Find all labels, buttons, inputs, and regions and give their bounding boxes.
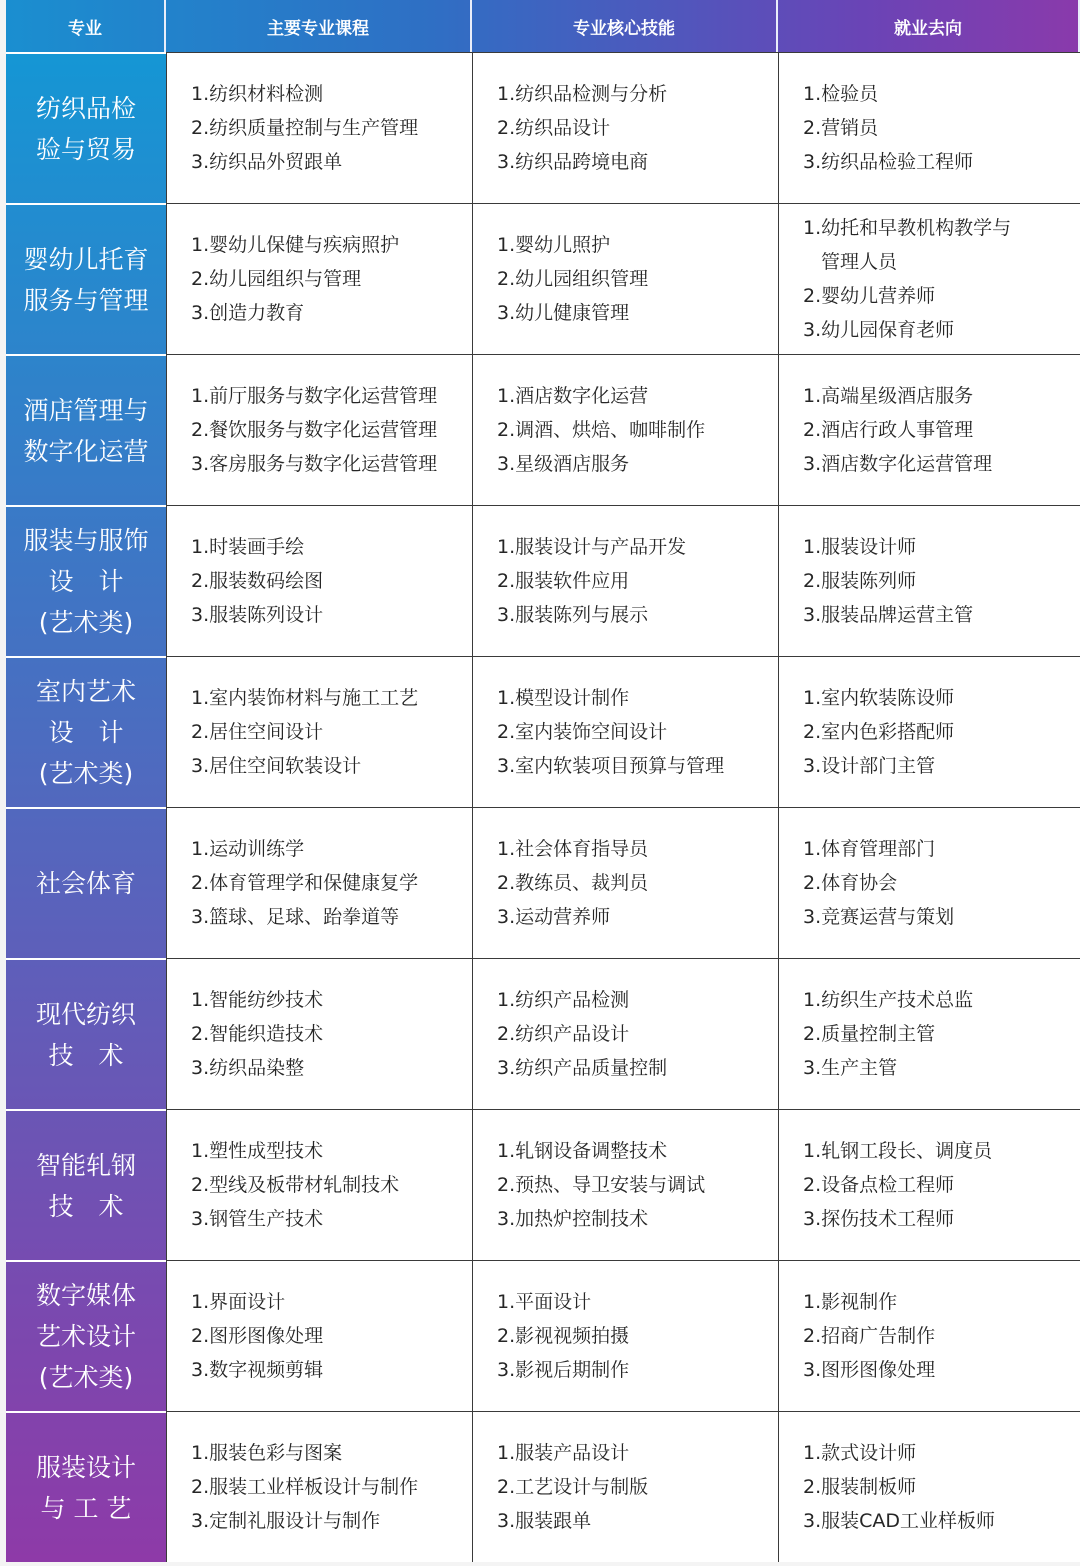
list-item: 2.酒店行政人事管理 [803, 419, 974, 441]
list-item: 3.服装陈列与展示 [497, 604, 649, 626]
list-item: 1.纺织产品检测 [497, 989, 630, 1011]
major-name: 数字媒体 艺术设计 (艺术类) [6, 1260, 166, 1411]
skills-cell [472, 1109, 778, 1260]
list-item: 2.服装陈列师 [803, 570, 917, 592]
list-item: 3.纺织品染整 [191, 1057, 305, 1079]
list-item: 2.幼儿园组织与管理 [191, 268, 362, 290]
list-item: 2.幼儿园组织管理 [497, 268, 649, 290]
careers-cell [778, 1109, 1080, 1260]
list-item: 1.社会体育指导员 [497, 838, 649, 860]
header-major: 专业 [6, 0, 166, 52]
major-name: 室内艺术 设 计 (艺术类) [6, 656, 166, 807]
list-item: 2.纺织品设计 [497, 117, 611, 139]
list-item: 3.服装品牌运营主管 [803, 604, 974, 626]
skills-cell [472, 1411, 778, 1562]
list-item: 2.预热、导卫安装与调试 [497, 1174, 706, 1196]
list-item: 3.设计部门主管 [803, 755, 936, 777]
major-name: 现代纺织 技 术 [6, 958, 166, 1109]
courses-cell [166, 203, 472, 354]
list-item: 3.服装跟单 [497, 1510, 592, 1532]
major-name: 智能轧钢 技 术 [6, 1109, 166, 1260]
courses-cell [166, 656, 472, 807]
careers-cell [778, 52, 1080, 203]
skills-cell [472, 52, 778, 203]
list-item: 1.服装设计与产品开发 [497, 536, 687, 558]
list-item: 3.纺织品外贸跟单 [191, 151, 343, 173]
list-item: 1.模型设计制作 [497, 687, 630, 709]
major-name: 纺织品检 验与贸易 [6, 52, 166, 203]
list-item: 2.室内色彩搭配师 [803, 721, 955, 743]
major-name: 社会体育 [6, 807, 166, 958]
list-item: 3.星级酒店服务 [497, 453, 630, 475]
list-item: 1.智能纺纱技术 [191, 989, 324, 1011]
list-item: 3.客房服务与数字化运营管理 [191, 453, 438, 475]
list-item: 2.服装数码绘图 [191, 570, 324, 592]
list-item: 2.影视视频拍摄 [497, 1325, 630, 1347]
list-item: 1.款式设计师 [803, 1442, 917, 1464]
list-item: 2.设备点检工程师 [803, 1174, 955, 1196]
list-item: 1.室内装饰材料与施工工艺 [191, 687, 419, 709]
list-item: 1.婴幼儿照护 [497, 234, 611, 256]
list-item: 3.生产主管 [803, 1057, 898, 1079]
list-item: 1.界面设计 [191, 1291, 286, 1313]
courses-cell [166, 807, 472, 958]
header-courses: 主要专业课程 [166, 0, 472, 52]
list-item: 3.纺织产品质量控制 [497, 1057, 668, 1079]
list-item: 2.图形图像处理 [191, 1325, 324, 1347]
list-item: 1.幼托和早教机构教学与 [803, 217, 1012, 239]
list-item: 3.服装陈列设计 [191, 604, 324, 626]
list-item: 1.纺织品检测与分析 [497, 83, 668, 105]
list-item: 2.型线及板带材轧制技术 [191, 1174, 400, 1196]
majors-table [6, 0, 1080, 1562]
skills-cell [472, 958, 778, 1109]
list-item: 3.酒店数字化运营管理 [803, 453, 993, 475]
skills-cell [472, 505, 778, 656]
list-item: 3.服装CAD工业样板师 [803, 1510, 996, 1532]
careers-cell [778, 203, 1080, 354]
list-item: 管理人员 [821, 251, 898, 273]
list-item: 3.纺织品跨境电商 [497, 151, 649, 173]
list-item: 3.竞赛运营与策划 [803, 906, 955, 928]
list-item: 3.加热炉控制技术 [497, 1208, 649, 1230]
skills-cell [472, 656, 778, 807]
careers-cell [778, 958, 1080, 1109]
list-item: 1.影视制作 [803, 1291, 898, 1313]
careers-cell [778, 656, 1080, 807]
list-item: 1.酒店数字化运营 [497, 385, 649, 407]
careers-cell [778, 505, 1080, 656]
list-item: 1.纺织生产技术总监 [803, 989, 974, 1011]
list-item: 1.运动训练学 [191, 838, 305, 860]
careers-cell [778, 807, 1080, 958]
list-item: 2.纺织质量控制与生产管理 [191, 117, 419, 139]
major-name: 酒店管理与 数字化运营 [6, 354, 166, 505]
list-item: 2.服装制板师 [803, 1476, 917, 1498]
skills-cell [472, 203, 778, 354]
list-item: 1.纺织材料检测 [191, 83, 324, 105]
header-careers: 就业去向 [778, 0, 1080, 52]
list-item: 2.餐饮服务与数字化运营管理 [191, 419, 438, 441]
list-item: 3.幼儿园保育老师 [803, 319, 955, 341]
list-item: 2.招商广告制作 [803, 1325, 936, 1347]
courses-cell [166, 1411, 472, 1562]
list-item: 1.体育管理部门 [803, 838, 936, 860]
major-name: 服装与服饰 设 计 (艺术类) [6, 505, 166, 656]
list-item: 3.创造力教育 [191, 302, 305, 324]
careers-cell [778, 354, 1080, 505]
courses-cell [166, 354, 472, 505]
list-item: 3.纺织品检验工程师 [803, 151, 974, 173]
list-item: 2.纺织产品设计 [497, 1023, 630, 1045]
list-item: 1.服装产品设计 [497, 1442, 630, 1464]
skills-cell [472, 1260, 778, 1411]
skills-cell [472, 354, 778, 505]
list-item: 2.调酒、烘焙、咖啡制作 [497, 419, 706, 441]
list-item: 3.探伤技术工程师 [803, 1208, 955, 1230]
list-item: 2.体育管理学和保健康复学 [191, 872, 419, 894]
list-item: 1.室内软装陈设师 [803, 687, 955, 709]
list-item: 3.图形图像处理 [803, 1359, 936, 1381]
courses-cell [166, 1109, 472, 1260]
major-name: 婴幼儿托育 服务与管理 [6, 203, 166, 354]
list-item: 1.塑性成型技术 [191, 1140, 324, 1162]
careers-cell [778, 1411, 1080, 1562]
list-item: 1.前厅服务与数字化运营管理 [191, 385, 438, 407]
list-item: 1.服装设计师 [803, 536, 917, 558]
careers-cell [778, 1260, 1080, 1411]
list-item: 2.工艺设计与制版 [497, 1476, 649, 1498]
list-item: 2.智能织造技术 [191, 1023, 324, 1045]
list-item: 2.教练员、裁判员 [497, 872, 649, 894]
list-item: 3.居住空间软装设计 [191, 755, 362, 777]
list-item: 1.高端星级酒店服务 [803, 385, 974, 407]
list-item: 1.轧钢工段长、调度员 [803, 1140, 993, 1162]
list-item: 1.平面设计 [497, 1291, 592, 1313]
major-name: 服装设计 与 工 艺 [6, 1411, 166, 1562]
courses-cell [166, 958, 472, 1109]
list-item: 2.服装工业样板设计与制作 [191, 1476, 419, 1498]
list-item: 3.幼儿健康管理 [497, 302, 630, 324]
list-item: 1.检验员 [803, 83, 879, 105]
list-item: 1.婴幼儿保健与疾病照护 [191, 234, 400, 256]
list-item: 2.室内装饰空间设计 [497, 721, 668, 743]
list-item: 1.轧钢设备调整技术 [497, 1140, 668, 1162]
list-item: 3.数字视频剪辑 [191, 1359, 324, 1381]
list-item: 2.营销员 [803, 117, 879, 139]
courses-cell [166, 52, 472, 203]
list-item: 3.运动营养师 [497, 906, 611, 928]
list-item: 2.婴幼儿营养师 [803, 285, 936, 307]
header-skills: 专业核心技能 [472, 0, 778, 52]
list-item: 2.质量控制主管 [803, 1023, 936, 1045]
list-item: 2.体育协会 [803, 872, 898, 894]
courses-cell [166, 505, 472, 656]
list-item: 1.时装画手绘 [191, 536, 305, 558]
skills-cell [472, 807, 778, 958]
list-item: 2.居住空间设计 [191, 721, 324, 743]
list-item: 3.钢管生产技术 [191, 1208, 324, 1230]
list-item: 3.影视后期制作 [497, 1359, 630, 1381]
list-item: 2.服装软件应用 [497, 570, 630, 592]
list-item: 3.定制礼服设计与制作 [191, 1510, 381, 1532]
list-item: 1.服装色彩与图案 [191, 1442, 343, 1464]
courses-cell [166, 1260, 472, 1411]
list-item: 3.篮球、足球、跆拳道等 [191, 906, 400, 928]
list-item: 3.室内软装项目预算与管理 [497, 755, 725, 777]
